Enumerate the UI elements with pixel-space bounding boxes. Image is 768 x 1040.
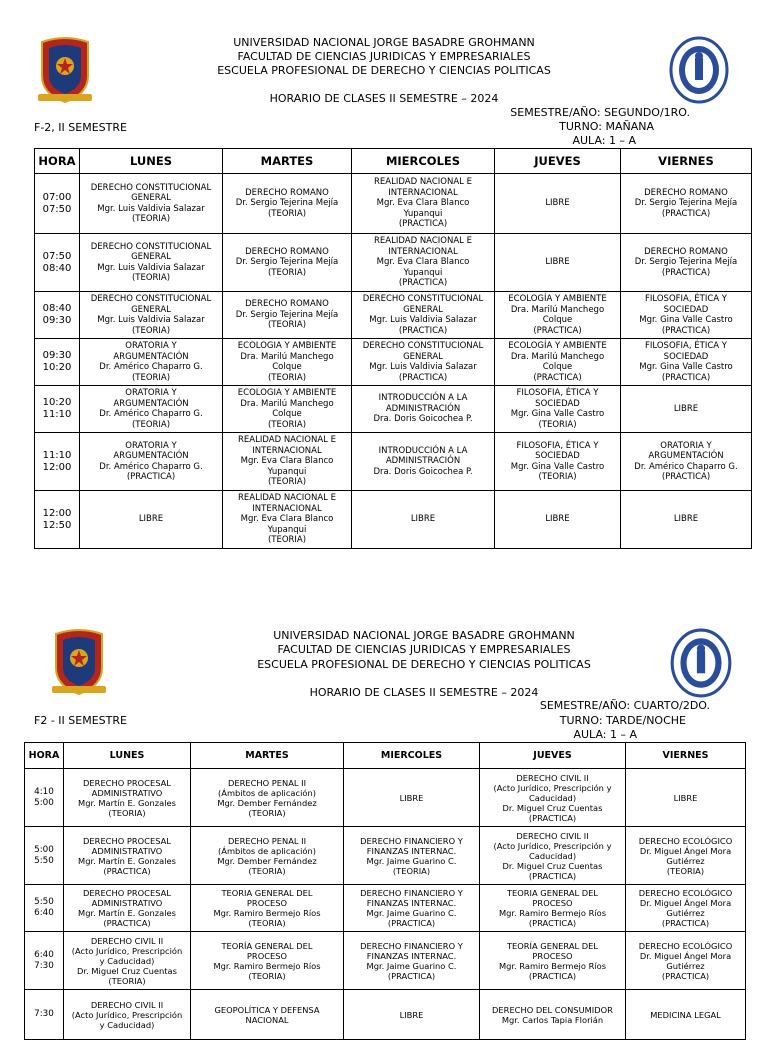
class-cell: ORATORIA Y ARGUMENTACIÓN Dr. Américo Chaparro G. (TEORIA) (80, 339, 223, 386)
group-label: F-2, II SEMESTRE (34, 121, 127, 134)
column-header-hora: HORA (25, 743, 64, 769)
class-cell: DERECHO PENAL II (Ámbitos de aplicación) Mgr. Dember Fernández (TEORIA) (191, 827, 344, 885)
table-row (35, 174, 752, 234)
class-cell: GEOPOLÍTICA Y DEFENSA NACIONAL (191, 990, 344, 1040)
class-cell: FILOSOFIA, ÉTICA Y SOCIEDAD Mgr. Gina Valle Castro (PRACTICA) (621, 292, 752, 339)
class-cell: DERECHO CONSTITUCIONAL GENERAL Mgr. Luis Valdivia Salazar (PRACTICA) (352, 339, 495, 386)
column-header-jueves: JUEVES (480, 743, 626, 769)
table-row (25, 769, 746, 827)
class-cell: DERECHO ROMANO Dr. Sergio Tejerina Mejía (TEORIA) (223, 234, 352, 292)
class-cell: ECOLOGIA Y AMBIENTE Dra. Marilú Manchego Colque (TEORIA) (223, 386, 352, 433)
class-cell: REALIDAD NACIONAL E INTERNACIONAL Mgr. Eva Clara Blanco Yupanqui (TEORIA) (223, 433, 352, 491)
class-cell: INTRODUCCIÓN A LA ADMINISTRACIÓN Dra. Doris Goicochea P. (352, 433, 495, 491)
class-cell: DERECHO ROMANO Dr. Sergio Tejerina Mejía (PRACTICA) (621, 174, 752, 234)
table-row (35, 234, 752, 292)
table-row (35, 386, 752, 433)
time-slot-cell: 08:40 09:30 (35, 292, 80, 339)
table-row (35, 433, 752, 491)
class-cell: DERECHO CONSTITUCIONAL GENERAL Mgr. Luis Valdivia Salazar (PRACTICA) (352, 292, 495, 339)
class-cell: DERECHO PROCESAL ADMINISTRATIVO Mgr. Martín E. Gonzales (PRACTICA) (64, 827, 191, 885)
time-slot-cell: 6:40 7:30 (25, 932, 64, 990)
class-cell: DERECHO PROCESAL ADMINISTRATIVO Mgr. Martín E. Gonzales (PRACTICA) (64, 885, 191, 932)
room: AULA: 1 – A (572, 134, 636, 147)
class-cell: ECOLOGÍA Y AMBIENTE Dra. Marilú Manchego Colque (PRACTICA) (495, 339, 621, 386)
class-cell: DERECHO PENAL II (Ámbitos de aplicación) Mgr. Dember Fernández (TEORIA) (191, 769, 344, 827)
table-row (25, 827, 746, 885)
class-cell: DERECHO ECOLÓGICO Dr. Miguel Ángel Mora Gutiérrez (PRACTICA) (626, 885, 746, 932)
schedule-title: HORARIO DE CLASES II SEMESTRE – 2024 (309, 686, 539, 699)
class-cell: ORATORIA Y ARGUMENTACIÓN Dr. Américo Chaparro G. (PRACTICA) (621, 433, 752, 491)
class-cell: DERECHO ECOLÓGICO Dr. Miguel Ángel Mora Gutiérrez (PRACTICA) (626, 932, 746, 990)
class-cell: REALIDAD NACIONAL E INTERNACIONAL Mgr. Eva Clara Blanco Yupanqui (PRACTICA) (352, 234, 495, 292)
shift: TURNO: MAÑANA (559, 120, 654, 133)
class-cell: DERECHO DEL CONSUMIDOR Mgr. Carlos Tapia Florián (480, 990, 626, 1040)
table-row (35, 491, 752, 549)
class-cell: LIBRE (495, 234, 621, 292)
class-cell: FILOSOFIA, ÉTICA Y SOCIEDAD Mgr. Gina Valle Castro (PRACTICA) (621, 339, 752, 386)
class-cell: REALIDAD NACIONAL E INTERNACIONAL Mgr. Eva Clara Blanco Yupanqui (TEORIA) (223, 491, 352, 549)
class-cell: LIBRE (495, 174, 621, 234)
column-header-hora: HORA (35, 149, 80, 174)
table-row (35, 292, 752, 339)
class-cell: LIBRE (80, 491, 223, 549)
university-name: UNIVERSIDAD NACIONAL JORGE BASADRE GROHMANN (273, 629, 575, 642)
class-cell: DERECHO CIVIL II (Acto Jurídico, Prescripción y Caducidad) Dr. Miguel Cruz Cuentas (TEORIA) (64, 932, 191, 990)
class-cell: DERECHO ROMANO Dr. Sergio Tejerina Mejía (PRACTICA) (621, 234, 752, 292)
time-slot-cell: 5:00 5:50 (25, 827, 64, 885)
class-cell: DERECHO ECOLÓGICO Dr. Miguel Ángel Mora Gutiérrez (TEORIA) (626, 827, 746, 885)
column-header-lunes: LUNES (64, 743, 191, 769)
time-slot-cell: 4:10 5:00 (25, 769, 64, 827)
class-cell: DERECHO CONSTITUCIONAL GENERAL Mgr. Luis Valdivia Salazar (TEORIA) (80, 292, 223, 339)
class-cell: TEORIA GENERAL DEL PROCESO Mgr. Ramiro Bermejo Ríos (PRACTICA) (480, 885, 626, 932)
shift: TURNO: TARDE/NOCHE (559, 714, 686, 727)
class-cell: DERECHO FINANCIERO Y FINANZAS INTERNAC. Mgr. Jaime Guarino C. (PRACTICA) (344, 885, 480, 932)
class-cell: DERECHO FINANCIERO Y FINANZAS INTERNAC. Mgr. Jaime Guarino C. (PRACTICA) (344, 932, 480, 990)
time-slot-cell: 10:20 11:10 (35, 386, 80, 433)
class-cell: LIBRE (621, 386, 752, 433)
schedule-title: HORARIO DE CLASES II SEMESTRE – 2024 (269, 92, 499, 105)
class-cell: LIBRE (344, 990, 480, 1040)
class-cell: DERECHO ROMANO Dr. Sergio Tejerina Mejía (TEORIA) (223, 174, 352, 234)
class-cell: DERECHO CONSTITUCIONAL GENERAL Mgr. Luis Valdivia Salazar (TEORIA) (80, 174, 223, 234)
class-cell: TEORÍA GENERAL DEL PROCESO Mgr. Ramiro Bermejo Ríos (PRACTICA) (480, 932, 626, 990)
semester-year: SEMESTRE/AÑO: SEGUNDO/1RO. (510, 106, 690, 119)
column-header-martes: MARTES (223, 149, 352, 174)
class-cell: ECOLOGÍA Y AMBIENTE Dra. Marilú Manchego Colque (PRACTICA) (495, 292, 621, 339)
class-cell: ECOLOGIA Y AMBIENTE Dra. Marilú Manchego Colque (TEORIA) (223, 339, 352, 386)
class-cell: FILOSOFIA, ÉTICA Y SOCIEDAD Mgr. Gina Valle Castro (TEORIA) (495, 386, 621, 433)
school-name: ESCUELA PROFESIONAL DE DERECHO Y CIENCIAS POLITICAS (217, 64, 551, 77)
class-cell: REALIDAD NACIONAL E INTERNACIONAL Mgr. Eva Clara Blanco Yupanqui (PRACTICA) (352, 174, 495, 234)
school-name: ESCUELA PROFESIONAL DE DERECHO Y CIENCIAS POLITICAS (257, 658, 591, 671)
time-slot-cell: 7:30 (25, 990, 64, 1040)
table-row (25, 990, 746, 1040)
table-row (25, 885, 746, 932)
time-slot-cell: 11:10 12:00 (35, 433, 80, 491)
class-cell: MEDICINA LEGAL (626, 990, 746, 1040)
group-label: F2 - II SEMESTRE (34, 714, 127, 727)
class-cell: ORATORIA Y ARGUMENTACIÓN Dr. Américo Chaparro G. (TEORIA) (80, 386, 223, 433)
class-cell: TEORIA GENERAL DEL PROCESO Mgr. Ramiro Bermejo Ríos (TEORIA) (191, 885, 344, 932)
column-header-viernes: VIERNES (621, 149, 752, 174)
class-cell: DERECHO CIVIL II (Acto Jurídico, Prescripción y Caducidad) (64, 990, 191, 1040)
time-slot-cell: 07:50 08:40 (35, 234, 80, 292)
schedule-table-morning (34, 148, 752, 549)
column-header-jueves: JUEVES (495, 149, 621, 174)
class-cell: LIBRE (495, 491, 621, 549)
class-cell: INTRODUCCIÓN A LA ADMINISTRACIÓN Dra. Doris Goicochea P. (352, 386, 495, 433)
column-header-lunes: LUNES (80, 149, 223, 174)
time-slot-cell: 5:50 6:40 (25, 885, 64, 932)
time-slot-cell: 09:30 10:20 (35, 339, 80, 386)
column-header-miercoles: MIERCOLES (352, 149, 495, 174)
column-header-viernes: VIERNES (626, 743, 746, 769)
university-name: UNIVERSIDAD NACIONAL JORGE BASADRE GROHMANN (233, 36, 535, 49)
class-cell: FILOSOFIA, ÉTICA Y SOCIEDAD Mgr. Gina Valle Castro (TEORIA) (495, 433, 621, 491)
table-row (35, 339, 752, 386)
class-cell: DERECHO CIVIL II (Acto Jurídico, Prescripción y Caducidad) Dr. Miguel Cruz Cuentas (PRACTICA) (480, 769, 626, 827)
faculty-name: FACULTAD DE CIENCIAS JURIDICAS Y EMPRESARIALES (237, 50, 531, 63)
faculty-name: FACULTAD DE CIENCIAS JURIDICAS Y EMPRESARIALES (277, 643, 571, 656)
class-cell: DERECHO ROMANO Dr. Sergio Tejerina Mejía (TEORIA) (223, 292, 352, 339)
schedule-table-afternoon (24, 742, 746, 1040)
class-cell: TEORÍA GENERAL DEL PROCESO Mgr. Ramiro Bermejo Ríos (TEORIA) (191, 932, 344, 990)
table-row (25, 932, 746, 990)
class-cell: LIBRE (344, 769, 480, 827)
column-header-miercoles: MIERCOLES (344, 743, 480, 769)
class-cell: LIBRE (352, 491, 495, 549)
class-cell: DERECHO CIVIL II (Acto Jurídico, Prescripción y Caducidad) Dr. Miguel Cruz Cuentas (PRACTICA) (480, 827, 626, 885)
room: AULA: 1 – A (573, 728, 637, 741)
class-cell: DERECHO CONSTITUCIONAL GENERAL Mgr. Luis Valdivia Salazar (TEORIA) (80, 234, 223, 292)
class-cell: DERECHO FINANCIERO Y FINANZAS INTERNAC. Mgr. Jaime Guarino C. (TEORIA) (344, 827, 480, 885)
class-cell: DERECHO PROCESAL ADMINISTRATIVO Mgr. Martín E. Gonzales (TEORIA) (64, 769, 191, 827)
semester-year: SEMESTRE/AÑO: CUARTO/2DO. (539, 699, 710, 712)
class-cell: LIBRE (621, 491, 752, 549)
column-header-martes: MARTES (191, 743, 344, 769)
class-cell: LIBRE (626, 769, 746, 827)
time-slot-cell: 12:00 12:50 (35, 491, 80, 549)
time-slot-cell: 07:00 07:50 (35, 174, 80, 234)
class-cell: ORATORIA Y ARGUMENTACIÓN Dr. Américo Chaparro G. (PRACTICA) (80, 433, 223, 491)
